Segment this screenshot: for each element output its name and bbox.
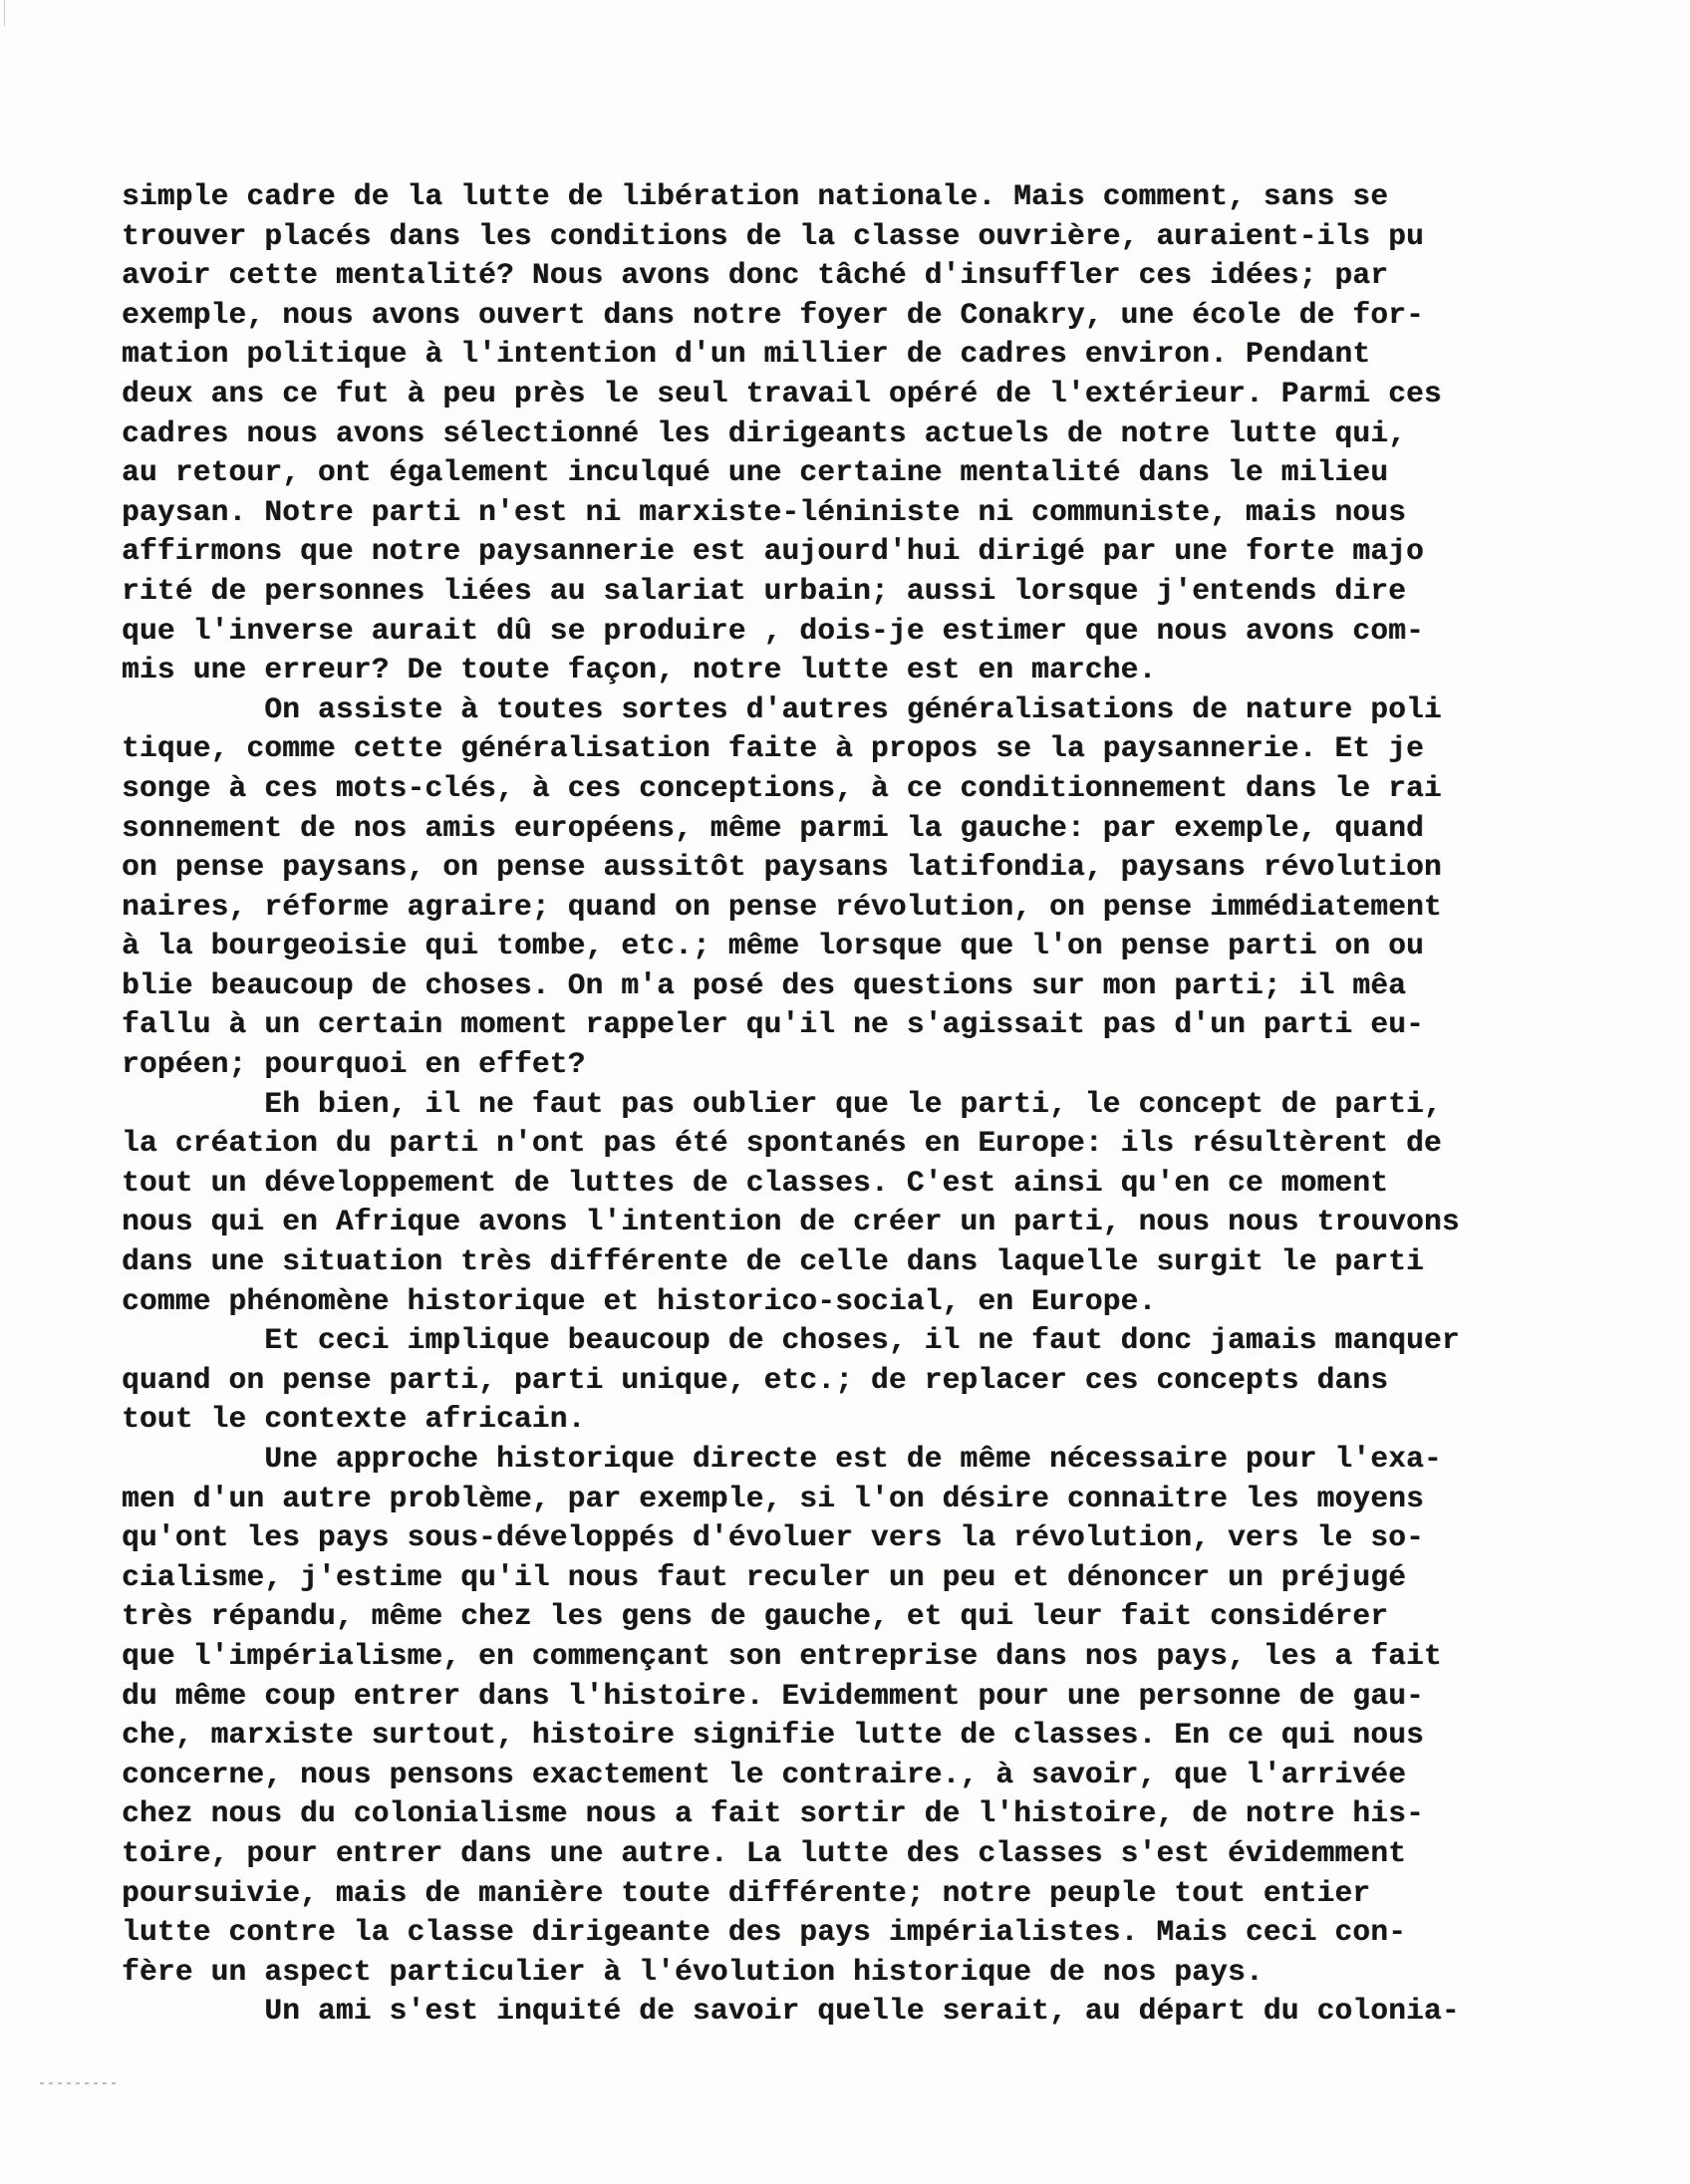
text-line: fère un aspect particulier à l'évolution historique de nos pays. (122, 1954, 1264, 1989)
text-line: men d'un autre problème, par exemple, si l'on désire connaitre les moyens (122, 1481, 1424, 1515)
text-line: cadres nous avons sélectionné les dirigeants actuels de notre lutte qui, (122, 415, 1407, 450)
text-line: rité de personnes liées au salariat urbain; aussi lorsque j'entends dire (122, 573, 1407, 608)
text-line: au retour, ont également inculqué une certaine mentalité dans le milieu (122, 455, 1389, 490)
text-line: naires, réforme agraire; quand on pense révolution, on pense immédiatement (122, 889, 1442, 924)
text-line: cialisme, j'estime qu'il nous faut reculer un peu et dénoncer un préjugé (122, 1559, 1407, 1594)
text-line: on pense paysans, on pense aussitôt paysans latifondia, paysans révolution (122, 850, 1442, 885)
paragraph-start-line: Une approche historique directe est de même nécessaire pour l'exa- (122, 1442, 1442, 1476)
text-line: deux ans ce fut à peu près le seul travail opéré de l'extérieur. Parmi ces (122, 376, 1442, 410)
text-line: simple cadre de la lutte de libération nationale. Mais comment, sans se (122, 179, 1389, 213)
text-line: blie beaucoup de choses. On m'a posé des questions sur mon parti; il mêa (122, 967, 1407, 1002)
text-line: très répandu, même chez les gens de gauche, et qui leur fait considérer (122, 1599, 1389, 1634)
text-line: affirmons que notre paysannerie est aujourd'hui dirigé par une forte majo (122, 534, 1424, 569)
text-line: mis une erreur? De toute façon, notre lutte est en marche. (122, 653, 1157, 687)
paragraph-start-line: On assiste à toutes sortes d'autres généralisations de nature poli (122, 691, 1442, 726)
text-line: dans une situation très différente de celle dans laquelle surgit le parti (122, 1244, 1424, 1279)
text-line: paysan. Notre parti n'est ni marxiste-léniniste ni communiste, mais nous (122, 494, 1407, 529)
text-line: que l'inverse aurait dû se produire , dois-je estimer que nous avons com- (122, 613, 1424, 648)
text-line: nous qui en Afrique avons l'intention de créer un parti, nous nous trouvons (122, 1205, 1460, 1239)
text-line: qu'ont les pays sous-développés d'évoluer vers la révolution, vers le so- (122, 1520, 1424, 1555)
paragraph-start-line: Eh bien, il ne faut pas oublier que le parti, le concept de parti, (122, 1086, 1442, 1121)
text-line: sonnement de nos amis européens, même parmi la gauche: par exemple, quand (122, 810, 1424, 845)
text-line: chez nous du colonialisme nous a fait sortir de l'histoire, de notre his- (122, 1796, 1424, 1831)
text-line: poursuivie, mais de manière toute différente; notre peuple tout entier (122, 1875, 1371, 1910)
text-line: ropéen; pourquoi en effet? (122, 1047, 586, 1082)
page-body-text (122, 177, 1656, 2032)
text-line: trouver placés dans les conditions de la classe ouvrière, auraient-ils pu (122, 218, 1424, 253)
edge-mark (4, 0, 5, 26)
text-line: du même coup entrer dans l'histoire. Evidemment pour une personne de gau- (122, 1678, 1424, 1713)
paragraph-start-line: Et ceci implique beaucoup de choses, il ne faut donc jamais manquer (122, 1323, 1460, 1358)
text-line: lutte contre la classe dirigeante des pays impérialistes. Mais ceci con- (122, 1915, 1407, 1950)
text-line: songe à ces mots-clés, à ces conceptions, à ce conditionnement dans le rai (122, 770, 1442, 805)
text-line: que l'impérialisme, en commençant son entreprise dans nos pays, les a fait (122, 1638, 1442, 1673)
text-line: exemple, nous avons ouvert dans notre foyer de Conakry, une école de for- (122, 297, 1424, 332)
text-line: tout le contexte africain. (122, 1402, 586, 1437)
text-line: fallu à un certain moment rappeler qu'il ne s'agissait pas d'un parti eu- (122, 1007, 1424, 1042)
text-line: à la bourgeoisie qui tombe, etc.; même lorsque que l'on pense parti on ou (122, 929, 1424, 963)
text-line: comme phénomène historique et historico-social, en Europe. (122, 1283, 1157, 1318)
text-line: tout un développement de luttes de classes. C'est ainsi qu'en ce moment (122, 1165, 1389, 1200)
text-line: concerne, nous pensons exactement le contraire., à savoir, que l'arrivée (122, 1757, 1407, 1791)
paragraph-start-line: Un ami s'est inquité de savoir quelle serait, au départ du colonia- (122, 1994, 1460, 2029)
scan-smudge (40, 2082, 120, 2084)
text-line: mation politique à l'intention d'un millier de cadres environ. Pendant (122, 337, 1371, 372)
text-line: che, marxiste surtout, histoire signifie lutte de classes. En ce qui nous (122, 1718, 1424, 1753)
text-line: toire, pour entrer dans une autre. La lutte des classes s'est évidemment (122, 1835, 1407, 1870)
text-line: quand on pense parti, parti unique, etc.; de replacer ces concepts dans (122, 1362, 1389, 1397)
text-line: tique, comme cette généralisation faite à propos se la paysannerie. Et je (122, 731, 1424, 766)
text-line: avoir cette mentalité? Nous avons donc tâché d'insuffler ces idées; par (122, 258, 1389, 293)
text-line: la création du parti n'ont pas été spontanés en Europe: ils résultèrent de (122, 1126, 1442, 1161)
